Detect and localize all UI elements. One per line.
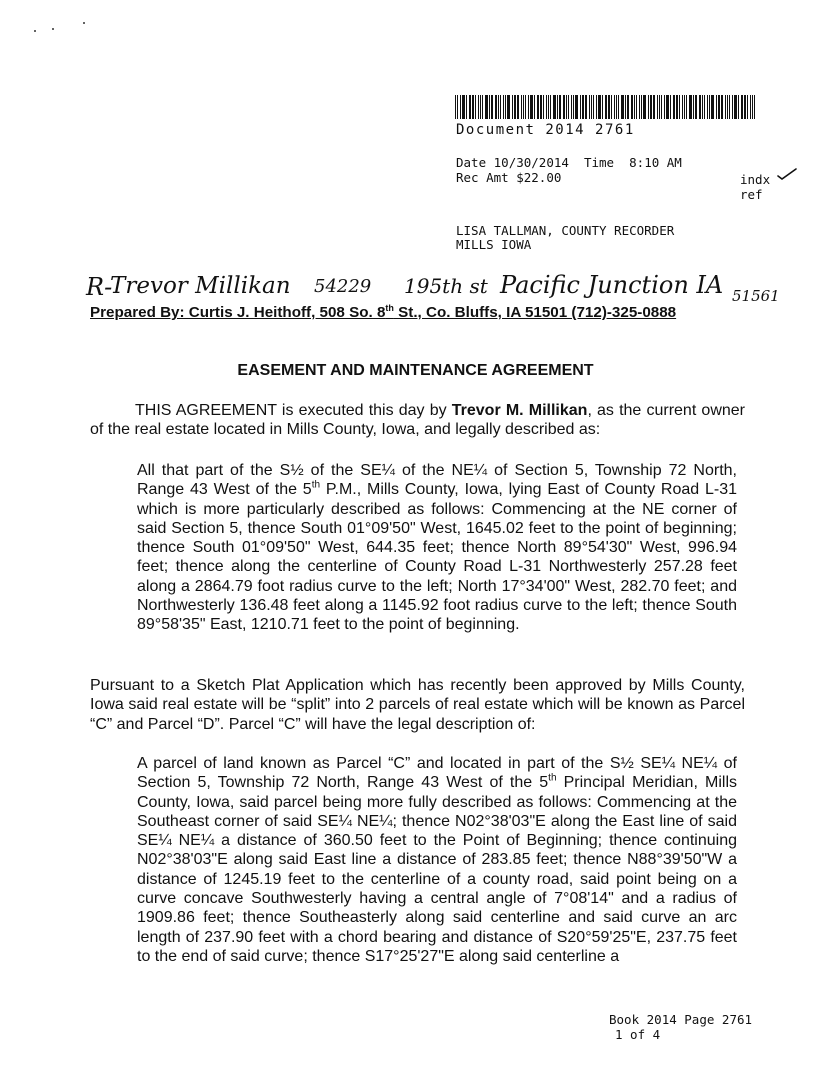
index-note (740, 172, 770, 202)
book-label: Book (609, 1012, 640, 1027)
barcode-bar (673, 95, 675, 119)
barcode-bar (682, 95, 683, 119)
barcode-bar (472, 95, 474, 119)
scan-specks (30, 20, 110, 40)
recorder-line: LISA TALLMAN, COUNTY RECORDER (456, 223, 675, 238)
barcode-bar (634, 95, 635, 119)
recorder-block (456, 224, 674, 252)
legal-1-part2: P.M., Mills County, Iowa, lying East of County Road L-31 which is more particularly described as follows: Commencing at the NE corner of said Section 5, thence South 01°09'50" West, 1645.02 feet to the point of beginning; thence South 01°09'50" West, 644.35 feet; thence North 89°54'30" West, 996.94 feet; thence along the centerline of County Road L-31 Northwesterly 257.28 feet along a 2864.79 foot radius curve to the left; North 17°34'00" West, 282.70 feet; and Northwesterly 136.48 feet along a 1145.92 foot radius curve to the left; thence South 89°58'35" East, 1210.71 feet to the point of beginning. (137, 481, 738, 634)
barcode-bar (521, 95, 522, 119)
barcode-bar (563, 95, 565, 119)
legal-2-sup: th (548, 772, 557, 784)
barcode-bar (489, 95, 490, 119)
barcode-bar (744, 95, 746, 119)
barcode-bar (689, 95, 692, 119)
barcode-bar (469, 95, 471, 119)
barcode-bar (507, 95, 510, 119)
barcode-bar (580, 95, 581, 119)
barcode-bar (695, 95, 697, 119)
checkmark-icon (776, 167, 798, 181)
barcode-bar (559, 95, 561, 119)
barcode-bar (650, 95, 652, 119)
barcode-bar (455, 95, 456, 119)
barcode-bar (575, 95, 578, 119)
page-number: 2761 (721, 1012, 753, 1027)
barcode-bar (718, 95, 720, 119)
document-number-line (456, 122, 635, 138)
barcode-bar (721, 95, 723, 119)
barcode-bar (727, 95, 728, 119)
barcode-bar (557, 95, 558, 119)
barcode-bar (639, 95, 640, 119)
barcode-bar (752, 95, 753, 119)
barcode-bar (491, 95, 493, 119)
agreement-lead: THIS AGREEMENT is executed this day by (135, 402, 452, 419)
barcode-bar (525, 95, 526, 119)
barcode-bar (462, 95, 465, 119)
barcode-bar (625, 95, 626, 119)
barcode-bar (505, 95, 506, 119)
legal-description-1 (137, 461, 737, 635)
legal-1-part1: All that part of the S½ of the SE¼ of the NE¼ of Section 5, Township 72 North, Range 43 West of the 5 (137, 462, 737, 499)
barcode-bar (750, 95, 751, 119)
barcode-bar (684, 95, 685, 119)
legal-2-part1: A parcel of land known as Parcel “C” and located in part of the S½ SE¼ NE¼ of Section 5, Township 72 North, Range 43 West of the 5 (137, 755, 737, 792)
barcode-bar (571, 95, 572, 119)
barcode-bar (503, 95, 504, 119)
barcode-bar (602, 95, 603, 119)
barcode-bar (517, 95, 519, 119)
barcode-bar (605, 95, 607, 119)
barcode-bar (550, 95, 551, 119)
time-label: Time (583, 155, 615, 170)
barcode-bar (699, 95, 701, 119)
legal-2-part2: Principal Meridian, Mills County, Iowa, said parcel being more fully described as follows: Commencing at the Southeast corner of said SE¼ NE¼; thence N02°38'03"E along the East line of said SE¼ NE¼ a distance of 360.50 feet to the Point of Beginning; thence continuing N02°38'03"E along said East line a distance of 283.85 feet; thence N88°39'50"W a distance of 1245.19 feet to the centerline of a county road, said point being on a curve concave Southwesterly having a central angle of 7°08'14" and a radius of 1909.86 feet; thence Southeasterly along said centerline and said curve an arc length of 237.90 feet with a chord bearing and distance of S20°59'25"E, 237.75 feet to the end of said curve; thence S17°25'27"E along said centerline a (137, 774, 737, 965)
barcode-bar (540, 95, 542, 119)
handwritten-name: Trevor Millikan (110, 273, 291, 299)
barcode-bar (693, 95, 694, 119)
book-year: 2014 (646, 1012, 677, 1027)
sketch-plat-paragraph: Pursuant to a Sketch Plat Application which has recently been approved by Mills County, Iowa said real estate will be “split” into 2 parcels of real estate which will be known as Parcel “C” and Parcel “D”. Parcel “C” will have the legal description of: (90, 677, 745, 733)
barcode-bar (666, 95, 669, 119)
barcode-bar (716, 95, 717, 119)
barcode-bar (679, 95, 680, 119)
barcode-bar (643, 95, 646, 119)
handwritten-house-number: 54229 (314, 276, 372, 297)
barcode-bar (573, 95, 574, 119)
page-of: 1 of 4 (615, 1027, 661, 1042)
barcode-bar (707, 95, 708, 119)
barcode-bar (616, 95, 617, 119)
barcode-bar (659, 95, 660, 119)
barcode-bar (543, 95, 544, 119)
barcode-bar (621, 95, 624, 119)
prepared-by-lead: Prepared By: Curtis J. Heithoff, 508 So. 8 (90, 304, 386, 322)
barcode-bar (598, 95, 601, 119)
agreement-paragraph (90, 401, 745, 440)
location-line: MILLS IOWA (456, 237, 532, 252)
barcode-bar (534, 95, 535, 119)
barcode-bar (702, 95, 703, 119)
handwritten-city-state: Pacific Junction IA (500, 271, 724, 299)
barcode-bar (514, 95, 516, 119)
barcode-bar (466, 95, 467, 119)
barcode-bar (747, 95, 748, 119)
time-value: 8:10 AM (629, 155, 682, 170)
barcode-bar (475, 95, 476, 119)
barcode-bar (523, 95, 524, 119)
handwritten-prefix: R- (86, 273, 113, 301)
barcode-bar (591, 95, 592, 119)
document-year: 2014 (545, 122, 586, 138)
ref-label: ref (740, 187, 763, 202)
barcode-bar (482, 95, 483, 119)
barcode-bar (676, 95, 678, 119)
barcode-bar (457, 95, 458, 119)
prepared-by-line (90, 303, 740, 321)
barcode-bar (546, 95, 547, 119)
date-value: 10/30/2014 (493, 155, 569, 170)
barcode-bar (596, 95, 597, 119)
barcode-bar (732, 95, 733, 119)
barcode-bar (709, 95, 710, 119)
barcode-bar (485, 95, 488, 119)
barcode-bar (566, 95, 567, 119)
barcode-bar (548, 95, 549, 119)
barcode-bar (711, 95, 714, 119)
barcode-bar (460, 95, 461, 119)
page-label: Page (684, 1012, 715, 1027)
barcode-bar (537, 95, 539, 119)
barcode-bar (631, 95, 633, 119)
barcode-bar (530, 95, 533, 119)
barcode-bar (528, 95, 529, 119)
barcode-bar (725, 95, 726, 119)
document-number: 2761 (595, 122, 635, 138)
barcode-bar (480, 95, 481, 119)
barcode-bar (741, 95, 743, 119)
barcode-bar (589, 95, 590, 119)
indx-label: indx (740, 172, 771, 187)
prepared-by-sup: th (385, 303, 394, 313)
barcode-bar (568, 95, 569, 119)
barcode-bar (670, 95, 671, 119)
document-label: Document (456, 122, 536, 138)
barcode-bar (593, 95, 594, 119)
barcode-bar (611, 95, 612, 119)
barcode-bar (553, 95, 556, 119)
prepared-by-tail: St., Co. Bluffs, IA 51501 (712)-325-0888 (393, 304, 677, 322)
legal-1-sup: th (311, 479, 321, 491)
handwritten-street: 195th st (404, 274, 488, 298)
date-label: Date (456, 155, 487, 170)
barcode-icon (455, 95, 755, 119)
barcode-bar (664, 95, 665, 119)
barcode-bar (648, 95, 649, 119)
barcode-bar (729, 95, 730, 119)
barcode-bar (512, 95, 513, 119)
barcode-bar (618, 95, 619, 119)
barcode-bar (608, 95, 610, 119)
barcode-bar (636, 95, 637, 119)
barcode-bar (582, 95, 584, 119)
barcode-bar (495, 95, 497, 119)
barcode-bar (738, 95, 739, 119)
barcode-bar (657, 95, 658, 119)
barcode-bar (498, 95, 499, 119)
book-page-footer (609, 1012, 752, 1042)
barcode-bar (754, 95, 755, 119)
barcode-bar (627, 95, 629, 119)
barcode-bar (641, 95, 642, 119)
rec-amt-value: $22.00 (516, 170, 562, 185)
barcode-bar (734, 95, 737, 119)
barcode-bar (585, 95, 587, 119)
agreement-tail: , as the current owner of the real estate located in Mills County, Iowa, and legally described as: (90, 402, 745, 439)
recording-date-block (456, 155, 682, 185)
owner-name: Trevor M. Millikan (451, 402, 588, 419)
barcode-bar (704, 95, 705, 119)
barcode-bar (614, 95, 615, 119)
handwritten-zip: 51561 (732, 287, 780, 305)
barcode-bar (686, 95, 687, 119)
barcode-bar (661, 95, 662, 119)
rec-amt-label: Rec Amt (456, 170, 509, 185)
barcode-bar (478, 95, 479, 119)
legal-description-2 (137, 754, 737, 966)
document-title: EASEMENT AND MAINTENANCE AGREEMENT (237, 362, 594, 379)
barcode-bar (500, 95, 501, 119)
barcode-bar (653, 95, 655, 119)
